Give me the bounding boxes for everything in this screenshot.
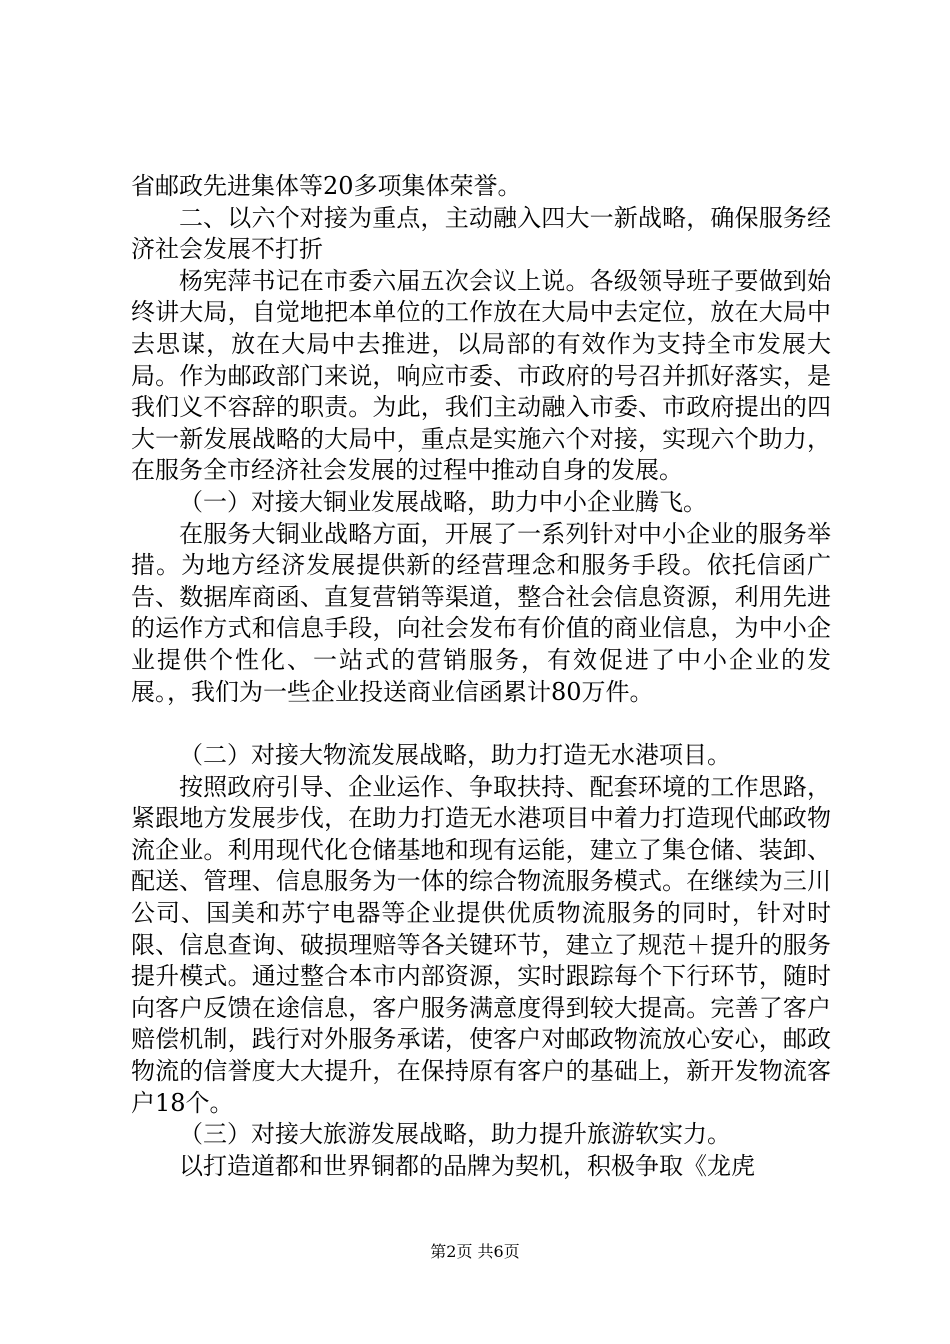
- paragraph-3: 杨宪萍书记在市委六届五次会议上说。各级领导班子要做到始终讲大局，自觉地把本单位的工作放在大局中去定位，放在大局中去思谋，放在大局中去推进，以局部的有效作为支持全市发展大局。作为邮政部门来说，响应市委、市政府的号召并抓好落实，是我们义不容辞的职责。为此，我们主动融入市委、市政府提出的四大一新发展战略的大局中，重点是实施六个对接，实现六个助力，在服务全市经济社会发展的过程中推动自身的发展。: [131, 266, 831, 485]
- subsection-heading-1: （一）对接大铜业发展战略，助力中小企业腾飞。: [179, 487, 707, 516]
- subsection-heading-2: （二）对接大物流发展战略，助力打造无水港项目。: [179, 741, 731, 770]
- page-footer: [0, 1242, 950, 1262]
- paragraph-1: 省邮政先进集体等20多项集体荣誉。: [131, 172, 522, 200]
- subsection-heading-3: （三）对接大旅游发展战略，助力提升旅游软实力。: [179, 1120, 731, 1149]
- paragraph-5: 在服务大铜业战略方面，开展了一系列针对中小企业的服务举措。为地方经济发展提供新的经营理念和服务手段。依托信函广告、数据库商函、直复营销等渠道，整合社会信息资源，利用先进的运作方式和信息手段，向社会发布有价值的商业信息，为中小企业提供个性化、一站式的营销服务，有效促进了中小企业的发展。，我们为一些企业投送商业信函累计80万件。: [131, 519, 831, 706]
- section-heading-2: 二、以六个对接为重点，主动融入四大一新战略，确保服务经济社会发展不打折: [131, 203, 831, 264]
- body-text: [131, 171, 831, 1182]
- page-number: 第2页 共6页: [430, 1242, 520, 1261]
- paragraph-7: 按照政府引导、企业运作、争取扶持、配套环境的工作思路，紧跟地方发展步伐，在助力打造无水港项目中着力打造现代邮政物流企业。利用现代化仓储基地和现有运能，建立了集仓储、装卸、配送、管理、信息服务为一体的综合物流服务模式。在继续为三川公司、国美和苏宁电器等企业提供优质物流服务的同时，针对时限、信息查询、破损理赔等各关键环节，建立了规范＋提升的服务提升模式。通过整合本市内部资源，实时跟踪每个下行环节，随时向客户反馈在途信息，客户服务满意度得到较大提高。完善了客户赔偿机制，践行对外服务承诺，使客户对邮政物流放心安心，邮政物流的信誉度大大提升，在保持原有客户的基础上，新开发物流客户18个。: [131, 772, 831, 1117]
- paragraph-9: 以打造道都和世界铜都的品牌为契机，积极争取《龙虎: [179, 1151, 755, 1180]
